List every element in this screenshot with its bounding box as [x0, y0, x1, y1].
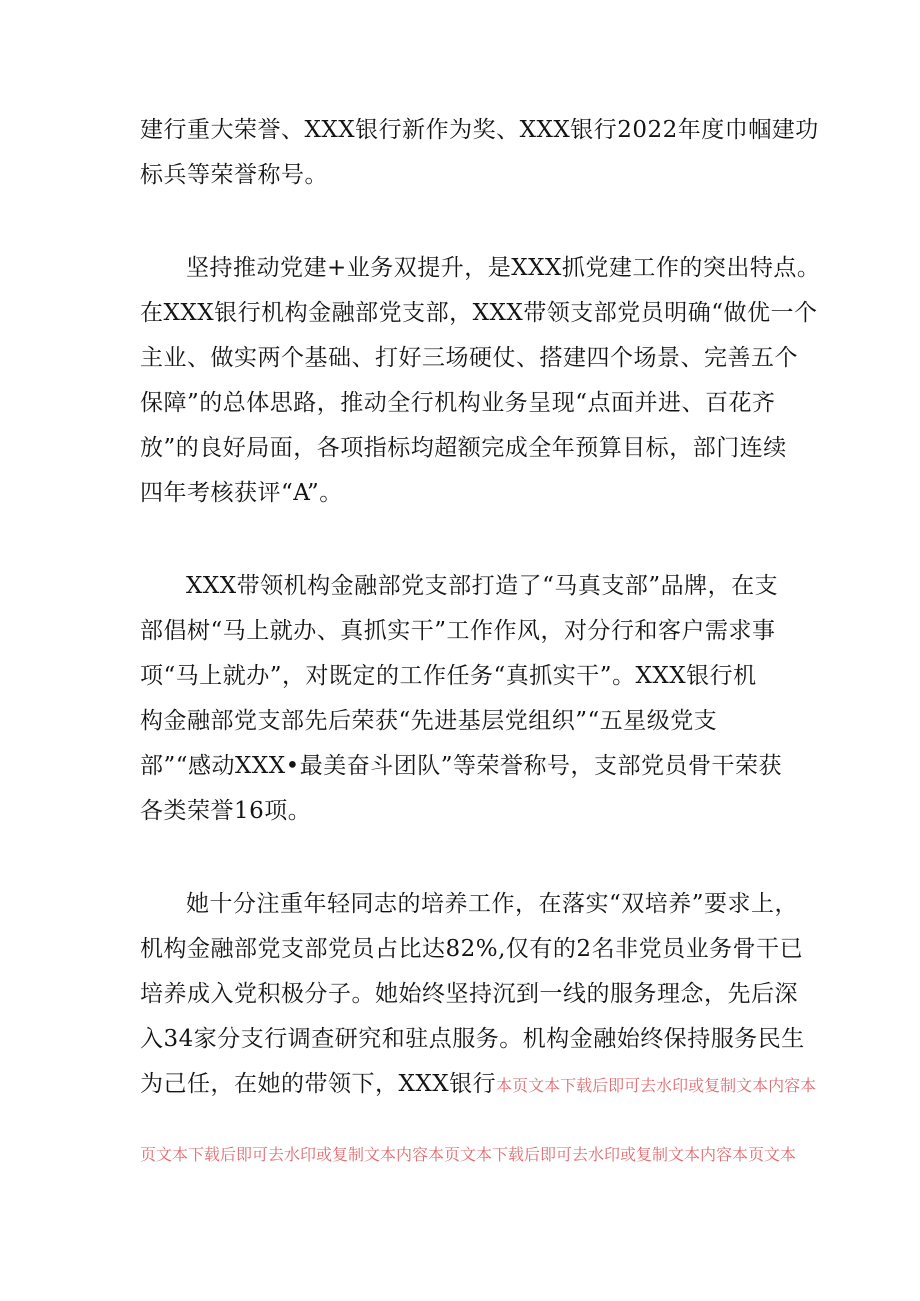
text-line: 保障”的总体思路，推动全行机构业务呈现“点面并进、百花齐: [140, 390, 776, 416]
watermark-line: 页文本下载后即可去水印或复制文本内容本页文本下载后即可去水印或复制文本内容本页文本: [140, 1145, 797, 1164]
paragraph-party-building: [140, 246, 821, 516]
text-line: 部”“感动XXX•最美奋斗团队”等荣誉称号，支部党员骨干荣获: [140, 753, 782, 779]
text-line: 部倡树“马上就办、真抓实干”工作作风，对分行和客户需求事: [140, 618, 776, 644]
text-line: 培养成入党积极分子。她始终坚持沉到一线的服务理念，先后深: [140, 981, 798, 1007]
text-line: 入34家分支行调查研究和驻点服务。机构金融始终保持服务民生: [140, 1026, 805, 1052]
paragraph-honors-continued: [140, 108, 819, 198]
text-line: 构金融部党支部先后荣获“先进基层党组织”“五星级党支: [140, 708, 718, 734]
watermark-inline: 本页文本下载后即可去水印或复制文本内容本: [496, 1076, 817, 1095]
text-line: 在XXX银行机构金融部党支部，XXX带领支部党员明确“做优一个: [140, 300, 818, 326]
text-line: 坚持推动党建+业务双提升，是XXX抓党建工作的突出特点。: [186, 255, 821, 281]
text-fragment: 为己任，在她的带领下，XXX银行: [140, 1071, 497, 1097]
text-line: 放”的良好局面，各项指标均超额完成全年预算目标，部门连续: [140, 435, 787, 461]
paragraph-youth-training: [140, 882, 817, 1108]
text-line: 四年考核获评“A”。: [140, 480, 343, 506]
text-line: 项“马上就办”，对既定的工作任务“真抓实干”。XXX银行机: [140, 663, 757, 689]
text-line: 标兵等荣誉称号。: [140, 162, 328, 188]
text-line: 各类荣誉16项。: [140, 798, 312, 824]
text-line: 她十分注重年轻同志的培养工作，在落实“双培养”要求上，: [186, 891, 799, 917]
text-line: 机构金融部党支部党员占比达82%,仅有的2名非党员业务骨干已: [140, 936, 804, 962]
text-line: XXX带领机构金融部党支部打造了“马真支部”品牌，在支: [186, 573, 779, 599]
text-line: 建行重大荣誉、XXX银行新作为奖、XXX银行2022年度巾帼建功: [140, 117, 819, 143]
paragraph-branch-brand: [140, 564, 800, 834]
text-line-with-watermark: [140, 1062, 817, 1108]
text-line: 主业、做实两个基础、打好三场硬仗、搭建四个场景、完善五个: [140, 345, 798, 371]
